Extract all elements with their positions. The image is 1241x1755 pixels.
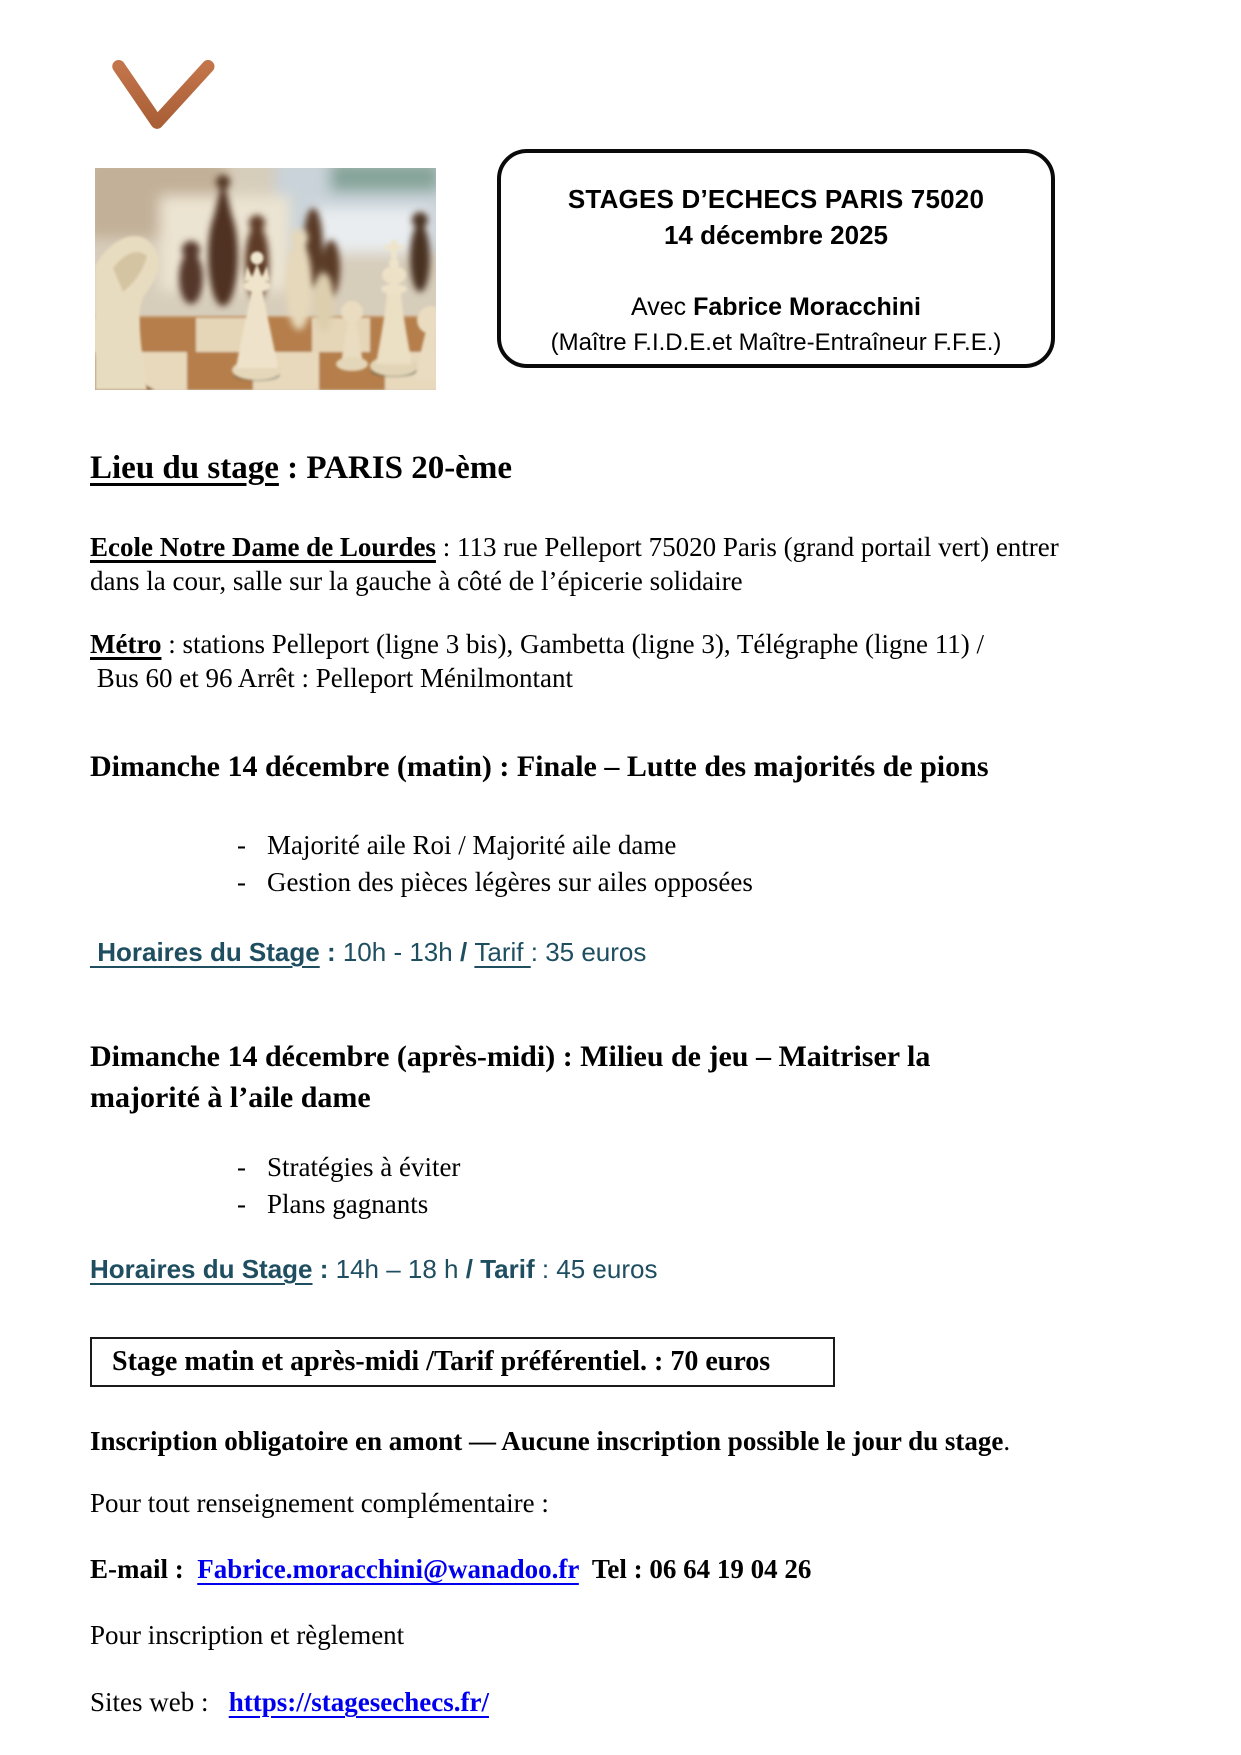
afternoon-heading-line2: majorité à l’aile dame: [90, 1081, 371, 1114]
morning-session-heading: Dimanche 14 décembre (matin) : Finale – Lutte des majorités de pions: [90, 750, 989, 783]
school-address-2: dans la cour, salle sur la gauche à côté de l’épicerie solidaire: [90, 566, 743, 596]
metro-stations: stations Pelleport (ligne 3 bis), Gambetta (ligne 3), Télégraphe (ligne 11) /: [182, 629, 985, 659]
bullet-dash: -: [237, 1189, 246, 1219]
title-credentials: (Maître F.I.D.E.et Maître-Entraîneur F.F.E.): [550, 329, 1002, 356]
phone-number: Tel : 06 64 19 04 26: [578, 1554, 812, 1584]
author-prefix: Avec: [631, 293, 694, 321]
location-label: Lieu du stage: [90, 450, 279, 486]
transit-paragraph: [90, 627, 1200, 695]
afternoon-bullet-list: [237, 1149, 460, 1223]
website-line: [90, 1687, 489, 1718]
combined-rate-text: Stage matin et après-midi /Tarif préférentiel. : 70 euros: [112, 1346, 771, 1377]
title-box: [497, 149, 1055, 368]
email-label: E-mail :: [90, 1554, 198, 1584]
afternoon-schedule-line: [90, 1254, 657, 1285]
school-label: Ecole Notre Dame de Lourdes: [90, 532, 436, 562]
bullet-dash: -: [237, 830, 246, 860]
schedule-slash-tarif: / Tarif: [465, 1254, 535, 1284]
tarif-colon: :: [530, 937, 546, 967]
tarif-colon: :: [534, 1254, 557, 1284]
schedule-time: 10h - 13h: [342, 937, 460, 967]
afternoon-heading-line1: Dimanche 14 décembre (après-midi) : Milieu de jeu – Maitriser la: [90, 1040, 931, 1073]
bullet-dash: -: [237, 867, 246, 897]
email-link[interactable]: Fabrice.moracchini@wanadoo.fr: [197, 1554, 579, 1584]
chess-photo-illustration: [95, 168, 436, 390]
contact-line: [90, 1554, 811, 1585]
title-author-line: [501, 289, 1051, 325]
title-box-spacer: [501, 253, 1051, 289]
schedule-time: 14h – 18 h: [335, 1254, 466, 1284]
schedule-colon: :: [312, 1254, 336, 1284]
list-item: [237, 827, 753, 864]
bullet-text: Stratégies à éviter: [267, 1152, 461, 1182]
morning-schedule-line: [90, 937, 646, 968]
title-line-1: STAGES D’ECHECS PARIS 75020: [567, 184, 985, 214]
registration-notice-period: .: [1003, 1426, 1011, 1456]
schedule-label: Horaires du Stage: [90, 937, 320, 967]
location-heading: [90, 450, 512, 487]
tarif-label: Tarif: [474, 937, 531, 967]
morning-bullet-list: [237, 827, 753, 901]
schedule-colon: :: [319, 937, 343, 967]
tarif-price: 35 euros: [545, 937, 647, 967]
moracchini-chess-logo: [90, 33, 222, 147]
location-value: PARIS 20-ème: [306, 450, 512, 486]
logo-m-crown-icon: [90, 33, 222, 147]
list-item: [237, 1149, 460, 1186]
list-item: [237, 1186, 460, 1223]
website-label: Sites web :: [90, 1687, 229, 1717]
website-link[interactable]: https://stagesechecs.fr/: [228, 1687, 489, 1717]
combined-rate-box: [90, 1337, 835, 1387]
school-paragraph: [90, 530, 1200, 598]
location-sep: :: [278, 450, 307, 486]
bullet-dash: -: [237, 1152, 246, 1182]
info-line: Pour tout renseignement complémentaire :: [90, 1488, 549, 1518]
title-line-2: 14 décembre 2025: [663, 220, 889, 250]
chess-pieces-photo: [95, 168, 436, 390]
bus-info: Bus 60 et 96 Arrêt : Pelleport Ménilmontant: [90, 663, 573, 693]
bullet-text: Plans gagnants: [267, 1189, 429, 1219]
list-item: [237, 864, 753, 901]
school-sep: :: [435, 532, 457, 562]
schedule-slash: /: [459, 937, 475, 967]
registration-notice-bold: Inscription obligatoire en amont — Aucune inscription possible le jour du stage: [90, 1426, 1004, 1456]
bullet-text: Majorité aile Roi / Majorité aile dame: [267, 830, 677, 860]
author-name: Fabrice Moracchini: [693, 293, 921, 321]
bullet-text: Gestion des pièces légères sur ailes opposées: [267, 867, 753, 897]
registration-notice: [90, 1426, 1010, 1457]
afternoon-session-heading: [90, 1036, 1210, 1118]
schedule-label: Horaires du Stage: [90, 1254, 313, 1284]
school-address: 113 rue Pelleport 75020 Paris (grand portail vert) entrer: [456, 532, 1059, 562]
metro-sep: :: [161, 629, 183, 659]
metro-label: Métro: [90, 629, 162, 659]
tarif-price: 45 euros: [556, 1254, 658, 1284]
payment-line: Pour inscription et règlement: [90, 1620, 405, 1650]
